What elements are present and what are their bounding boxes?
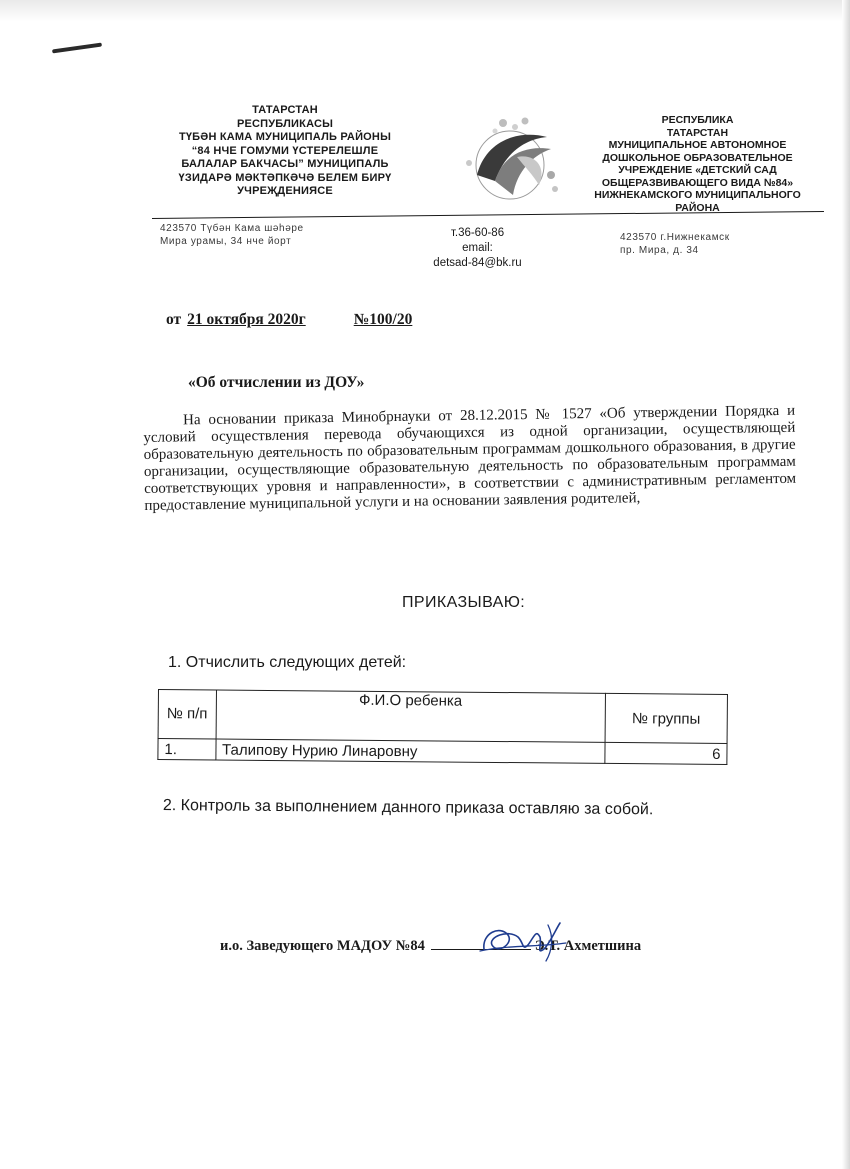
scan-edge-right-shadow [842,0,850,1169]
cell-group: 6 [605,742,727,764]
signature-line [220,938,641,955]
letterhead-line: РЕСПУБЛИКА [661,114,734,126]
address-line: пр. Мира, д. 34 [620,245,699,256]
letterhead-line: ОБЩЕРАЗВИВАЮЩЕГО ВИДА №84» [601,176,794,189]
letterhead-line: БАЛАЛАР БАКЧАСЫ” МУНИЦИПАЛЬ [181,158,389,170]
email-label: email: [462,242,493,254]
letterhead-line: УЧРЕҖДЕНИЯСЕ [237,185,333,197]
letterhead-line: ТАТАРСТАН [666,126,729,139]
cell-child-name: Талипову Нурию Линаровну [216,739,605,763]
letterhead-line: РЕСПУБЛИКАСЫ [236,117,334,130]
letterhead-line: ТҮБӘН КАМА МУНИЦИПАЛЬ РАЙОНЫ [178,131,392,143]
address-line: 423570 Түбән Кама шәһәре [160,223,304,234]
scan-edge-shadow [0,0,850,22]
letterhead-russian [585,114,810,214]
header-group: № группы [605,693,728,743]
signatory-name: Э.Т. Ахметшина [534,938,642,954]
order-heading: ПРИКАЗЫВАЮ: [402,594,526,611]
kindergarten-logo-icon [455,115,565,210]
address-line: Мира урамы, 34 нче йорт [160,236,292,247]
phone-number: т.36-60-86 [450,227,505,239]
letterhead-line: РАЙОНА [675,201,720,214]
contact-block [425,226,530,271]
handwritten-signature-icon [478,915,568,965]
letterhead-tatar [160,104,410,199]
header-number: № п/п [158,690,216,740]
order-prefix: от [166,311,182,328]
header-child-name: Ф.И.О ребенка [216,690,606,742]
order-date-number [166,311,412,329]
letterhead-line: ДОШКОЛЬНОЕ ОБРАЗОВАТЕЛЬНОЕ [602,151,793,164]
address-russian [620,231,730,257]
children-table [157,689,728,765]
signatory-position: и.о. Заведующего МАДОУ №84 [220,938,425,954]
order-item-1: 1. Отчислить следующих детей: [168,654,407,671]
table-header-row [158,690,727,744]
email-address: detsad-84@bk.ru [433,257,522,269]
letterhead-line: ТАТАРСТАН [252,104,318,116]
address-line: 423570 г.Нижнекамск [620,232,730,243]
order-item-2: 2. Контроль за выполнением данного приказа оставляю за собой. [162,797,654,819]
stray-pen-mark [52,43,102,54]
cell-number: 1. [158,739,216,761]
order-subject: «Об отчислении из ДОУ» [188,374,365,391]
letterhead-line: УЧРЕЖДЕНИЕ «ДЕТСКИЙ САД [618,164,777,176]
table-row [158,739,727,765]
letterhead-line: ҮЗИДАРӘ МӘКТӘПКӘЧӘ БЕЛЕМ БИРҮ [178,171,392,184]
letterhead-line: НИЖНЕКАМСКОГО МУНИЦИПАЛЬНОГО [594,189,801,201]
letterhead-divider [152,211,824,219]
order-body-paragraph: На основании приказа Минобрнауки от 28.12.2015 № 1527 «Об утверждении Порядка и условий осуществления перевода обучающихся из одной организации, осуществляющей образовательную деятельность по образовательным программам дошкольного образования, в другие организации, осуществляющие образовательную деятельность по образовательным программам соответствующих уровня и направленности», в соответствии с административным регламентом предоставление муниципальной услуги и на основании заявления родителей, [143,402,797,514]
letterhead-line: МУНИЦИПАЛЬНОЕ АВТОНОМНОЕ [608,139,787,151]
address-tatar [160,222,304,248]
order-number: №100/20 [353,311,413,328]
letterhead-line: “84 НЧЕ ГОМУМИ ҮСТЕРЕЛЕШЛЕ [191,144,379,157]
order-date: 21 октября 2020г [187,311,306,328]
